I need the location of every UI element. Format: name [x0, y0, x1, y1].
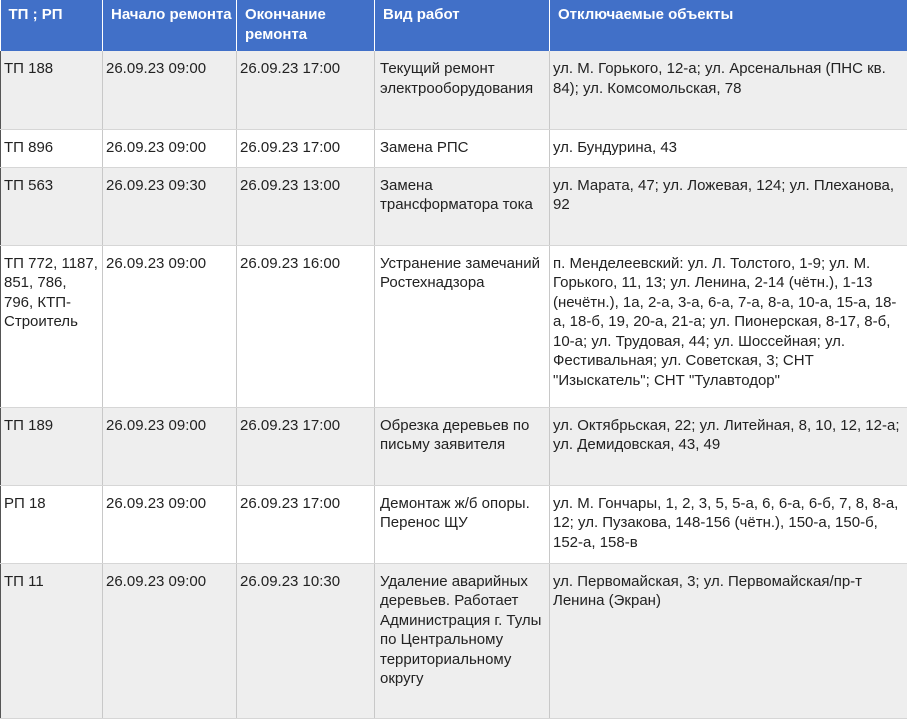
cell-end: 26.09.23 17:00 [237, 407, 375, 485]
cell-work: Устранение замечаний Ростехнадзора [375, 245, 550, 407]
cell-end: 26.09.23 17:00 [237, 51, 375, 129]
cell-start: 26.09.23 09:00 [103, 563, 237, 718]
cell-tp: ТП 11 [1, 563, 103, 718]
cell-end: 26.09.23 17:00 [237, 485, 375, 563]
table-row [1, 245, 907, 407]
cell-end: 26.09.23 16:00 [237, 245, 375, 407]
cell-objects: ул. Октябрьская, 22; ул. Литейная, 8, 10, 12, 12-а; ул. Демидовская, 43, 49 [550, 407, 907, 485]
header-objects: Отключаемые объекты [550, 0, 907, 51]
cell-start: 26.09.23 09:00 [103, 51, 237, 129]
cell-objects: ул. М. Горького, 12-а; ул. Арсенальная (ПНС кв. 84); ул. Комсомольская, 78 [550, 51, 907, 129]
cell-end: 26.09.23 17:00 [237, 129, 375, 167]
cell-work: Текущий ремонт электрооборудования [375, 51, 550, 129]
table-row [1, 485, 907, 563]
cell-tp: ТП 563 [1, 167, 103, 245]
header-work: Вид работ [375, 0, 550, 51]
table-row [1, 407, 907, 485]
cell-objects: п. Менделеевский: ул. Л. Толстого, 1-9; ул. М. Горького, 11, 13; ул. Ленина, 2-14 (чётн.), 1-13 (нечётн.), 1а, 2-а, 3-а, 6-а, 7-а, 8-а, 10-а, 15-а, 18-а, 18-б, 19, 20-а, 21-а; ул. Пионерская, 8-17, 8-б, 10-а; ул. Трудовая, 44; ул. Шоссейная; ул. Фестивальная; ул. Советская, 3; СНТ "Изыскатель"; СНТ "Тулавтодор" [550, 245, 907, 407]
table-header-row [1, 0, 907, 51]
cell-work: Замена трансформатора тока [375, 167, 550, 245]
table-row [1, 51, 907, 129]
header-start: Начало ремонта [103, 0, 237, 51]
cell-objects: ул. Марата, 47; ул. Ложевая, 124; ул. Плеханова, 92 [550, 167, 907, 245]
cell-start: 26.09.23 09:00 [103, 485, 237, 563]
cell-tp: ТП 189 [1, 407, 103, 485]
cell-tp: РП 18 [1, 485, 103, 563]
cell-start: 26.09.23 09:00 [103, 129, 237, 167]
cell-start: 26.09.23 09:00 [103, 245, 237, 407]
cell-work: Обрезка деревьев по письму заявителя [375, 407, 550, 485]
cell-objects: ул. М. Гончары, 1, 2, 3, 5, 5-а, 6, 6-а, 6-б, 7, 8, 8-а, 12; ул. Пузакова, 148-156 (чётн.), 150-а, 150-б, 152-а, 158-в [550, 485, 907, 563]
cell-objects: ул. Первомайская, 3; ул. Первомайская/пр-т Ленина (Экран) [550, 563, 907, 718]
cell-tp: ТП 896 [1, 129, 103, 167]
table-row [1, 167, 907, 245]
cell-work: Удаление аварийных деревьев. Работает Администрация г. Тулы по Центральному территориальному округу [375, 563, 550, 718]
cell-tp: ТП 772, 1187, 851, 786, 796, КТП-Строитель [1, 245, 103, 407]
header-tp: ТП ; РП [1, 0, 103, 51]
cell-start: 26.09.23 09:00 [103, 407, 237, 485]
cell-tp: ТП 188 [1, 51, 103, 129]
table-row [1, 563, 907, 718]
cell-end: 26.09.23 13:00 [237, 167, 375, 245]
cell-end: 26.09.23 10:30 [237, 563, 375, 718]
cell-objects: ул. Бундурина, 43 [550, 129, 907, 167]
header-end: Окончание ремонта [237, 0, 375, 51]
cell-start: 26.09.23 09:30 [103, 167, 237, 245]
cell-work: Замена РПС [375, 129, 550, 167]
cell-work: Демонтаж ж/б опоры. Перенос ЩУ [375, 485, 550, 563]
table-row [1, 129, 907, 167]
